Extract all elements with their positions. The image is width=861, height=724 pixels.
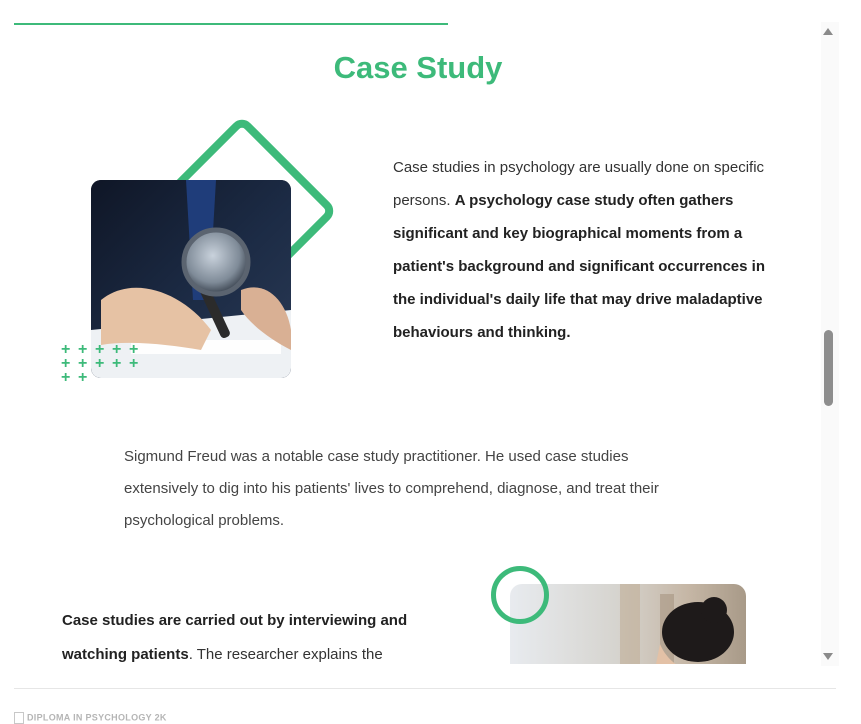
plus-icon: + (61, 341, 71, 358)
footer-document-label (14, 712, 167, 724)
plus-icon: + (112, 355, 122, 372)
footer-label-text: DIPLOMA IN PSYCHOLOGY 2K (27, 712, 167, 723)
triangle-up-icon[interactable] (823, 28, 833, 35)
plus-icon: + (78, 369, 88, 386)
plus-icon: + (61, 369, 71, 386)
plus-icon: + (129, 355, 139, 372)
intro-plain-text: Case studies in psychology are usually done on specific persons. (393, 159, 765, 209)
intro-bold-text: A psychology case study often gathers significant and key biographical moments from a patient's background and significant occurrences in the individual's daily life that may drive maladaptive behaviours and thinking. (393, 192, 765, 341)
intro-paragraph (393, 151, 778, 349)
plus-icon: + (95, 341, 105, 358)
scrollbar-thumb[interactable] (824, 330, 833, 406)
plus-icon: + (78, 341, 88, 358)
plus-icon: + (95, 355, 105, 372)
plus-icon: + (112, 341, 122, 358)
triangle-down-icon[interactable] (823, 653, 833, 660)
decorative-plus-pattern (61, 343, 163, 385)
section-title: Case Study (333, 50, 503, 85)
document-icon (14, 712, 24, 724)
plus-icon: + (61, 355, 71, 372)
footer-divider (14, 688, 836, 689)
decorative-ring (491, 566, 549, 624)
plus-icon: + (129, 341, 139, 358)
method-plain-text: . The researcher explains the (188, 646, 383, 663)
freud-paragraph: Sigmund Freud was a notable case study practitioner. He used case studies extensively to dig into his patients' lives to comprehend, diagnose, and treat their psychological problems. (124, 448, 659, 529)
plus-icon: + (78, 355, 88, 372)
method-paragraph (62, 604, 447, 664)
section-top-divider (14, 23, 448, 25)
method-bold-text: Case studies are carried out by interviewing and watching patients (62, 612, 408, 663)
